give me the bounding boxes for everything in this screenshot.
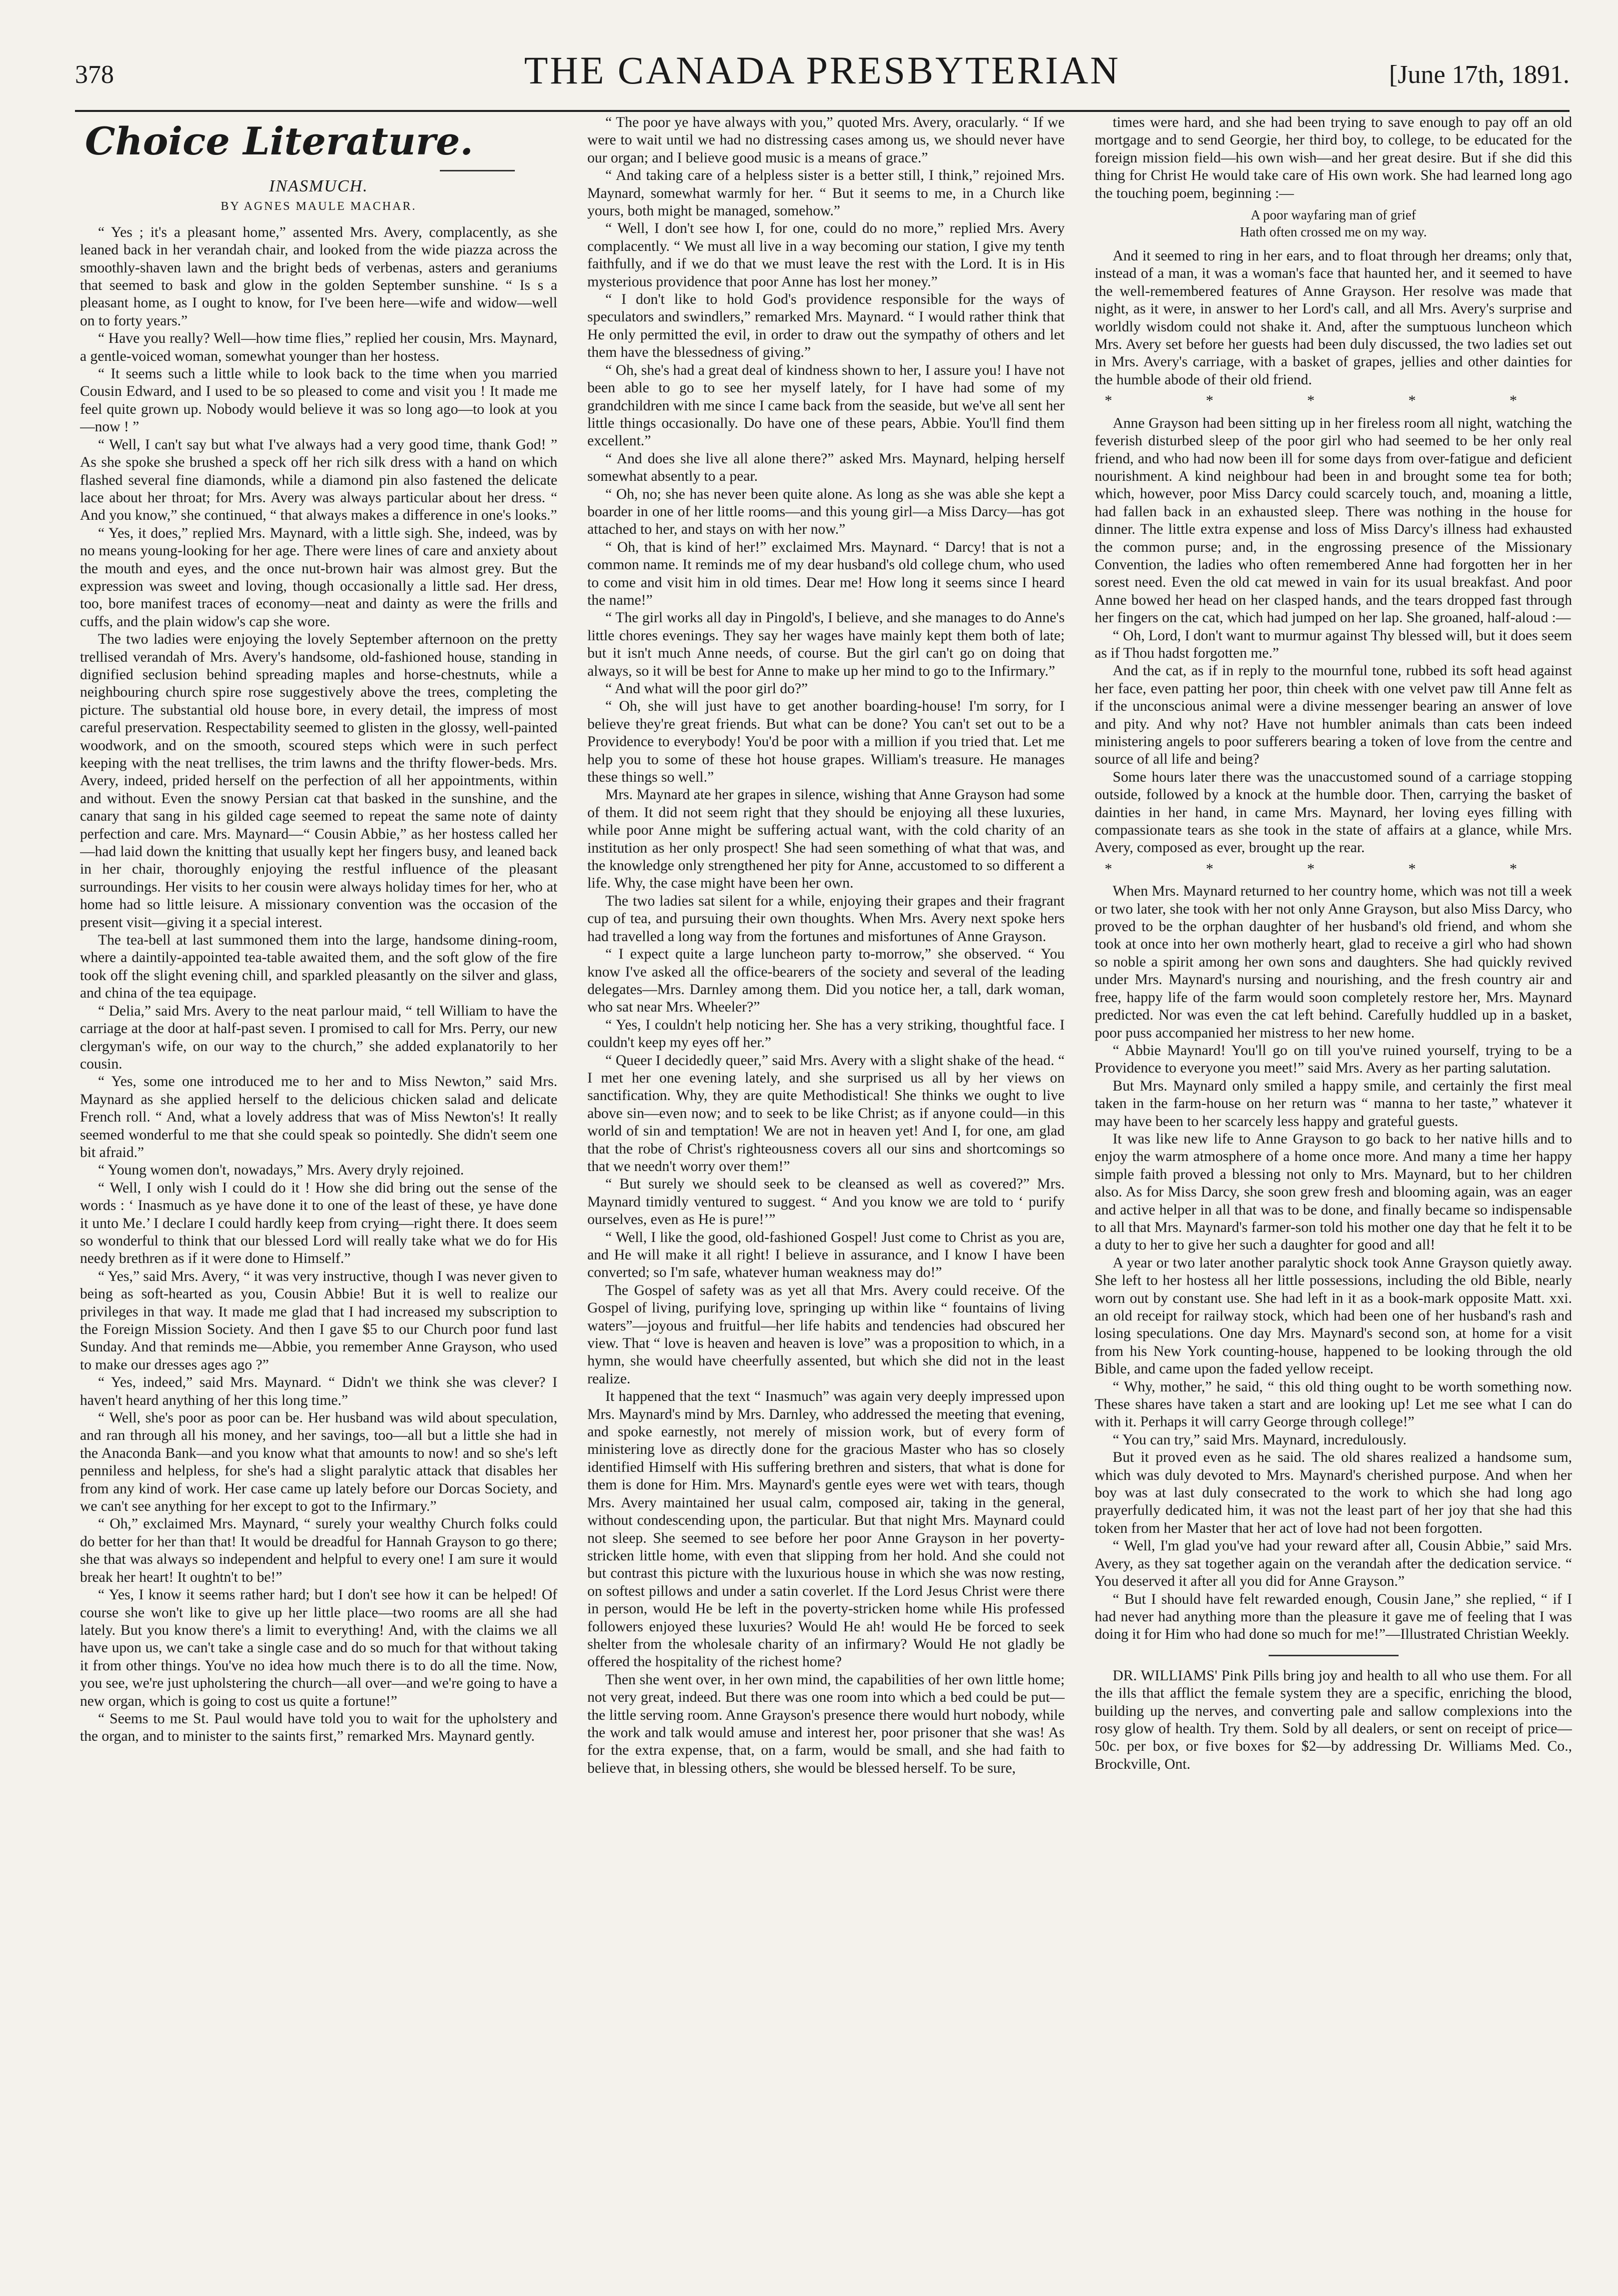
paragraph: Mrs. Maynard ate her grapes in silence, wishing that Anne Grayson had some of them. It did not seem right that they should be enjoying all these luxuries, while poor Anne might be suffering actual want, with the cold charity of an institution as her only prospect! She had seen something of what that was, and the knowledge only strengthened her pity for Anne, accustomed to so different a life. Why, the case might have been her own. <box>587 787 1065 892</box>
paragraph: The tea-bell at last summoned them into the large, handsome dining-room, where a daintily-appointed tea-table awaited them, and the soft glow of the fire took off the slight evening chill, and sparkled pleasantly on the silver and glass, and china of the tea equipage. <box>80 932 557 1002</box>
paragraph: “ Yes, I couldn't help noticing her. She has a very striking, thoughtful face. I couldn't keep my eyes off her.” <box>587 1017 1065 1051</box>
page-number: 378 <box>75 60 114 89</box>
paragraph: A year or two later another paralytic shock took Anne Grayson quietly away. She left to her hostess all her little possessions, including the old Bible, nearly worn out by constant use. She had left in it as a book-mark opposite Matt. xxi. an old receipt for railway stock, which had been one of her husband's rash and losing speculations. One day Mrs. Maynard's second son, at home for a visit from his New York counting-house, happened to be looking through the old Bible, and came upon the faded yellow receipt. <box>1095 1254 1572 1377</box>
paragraph: “ Well, she's poor as poor can be. Her husband was wild about speculation, and ran through all his money, and her savings, too—all but a little she had in the Anaconda Bank—and you know what that amounts to now! and so she's left penniless and helpless, for she's had a slight paralytic attack that disables her from any kind of work. Her case came up lately before our Dorcas Society, and we can't see anything for her except to got to the Infirmary.” <box>80 1410 557 1515</box>
paragraph: “ Yes ; it's a pleasant home,” assented Mrs. Avery, complacently, as she leaned back in her verandah chair, and looked from the wide piazza across the smoothly-shaven lawn and the bright beds of verbenas, asters and geraniums that seemed to bask and glow in the golden September sunshine. “ Is s a pleasant home, as I ought to know, for I've been here—wife and widow—well on to forty years.” <box>80 224 557 329</box>
paragraph: “ Well, I like the good, old-fashioned Gospel! Just come to Christ as you are, and He will make it all right! I believe in assurance, and I know I have been converted; so I'm safe, whatever human weakness may do!” <box>587 1229 1065 1281</box>
paragraph: “ I don't like to hold God's providence responsible for the ways of speculators and swindlers,” remarked Mrs. Maynard. “ I would rather think that He only permitted the evil, in order to draw out the sympathy of others and let them have the blessedness of giving.” <box>587 291 1065 361</box>
advert-body: Pink Pills bring joy and health to all who use them. For all the ills that afflict the female system they are a specific, enriching the blood, building up the nerves, and converting pale and sallow complexions into the rosy glow of health. Try them. Sold by all dealers, or sent on receipt of price—50c. per box, or five boxes for $2—by addressing Dr. Williams Med. Co., Brockville, Ont. <box>1095 1667 1572 1772</box>
paragraph: But Mrs. Maynard only smiled a happy smile, and certainly the first meal taken in the farm-house on her return was “ manna to her taste,” whatever it may have been to her scarcely less happy and grateful guests. <box>1095 1078 1572 1130</box>
paragraph: But it proved even as he said. The old shares realized a handsome sum, which was duly devoted to Mrs. Maynard's cherished purpose. And when her boy was at last duly consecrated to the work to which she had long ago prayerfully dedicated him, it was not the least part of her joy that she had this token from her Master that her act of love had not been forgotten. <box>1095 1449 1572 1536</box>
paragraph: “ And what will the poor girl do?” <box>605 681 808 697</box>
paragraph: “ It seems such a little while to look back to the time when you married Cousin Edward, and I used to be so pleased to come and visit you ! It made me feel quite grown up. Nobody would believe it was so long ago—to look at you—now ! ” <box>80 366 557 435</box>
paragraph: “ Yes, I know it seems rather hard; but I don't see how it can be helped! Of course she won't like to give up her little place—two rooms are all she had lately. But you know there's a limit to everything! And, with the claims we all have upon us, we can't take a single case and do so much for that without taking it from other things. You've no idea how much there is to do all the time. Now, you see, we're just upholstering the church—all over—and we're going to have a new organ, which is going to cost us quite a fortune!” <box>80 1587 557 1709</box>
paragraph: times were hard, and she had been trying to save enough to pay off an old mortgage and to send Georgie, her third boy, to college, to be educated for the foreign mission field—his own wish—and her great desire. But if she did this thing for Christ He would take care of His own work. She had learned long ago the touching poem, beginning :— <box>1095 114 1572 201</box>
paragraph: Then she went over, in her own mind, the capabilities of her own little home; not very great, indeed. But there was one room into which a bed could be put—the little serving room. Anne Grayson's presence there would hurt nobody, while the work and talk would amuse and interest her, poor prisoner that she was! As for the extra expense, that, on a farm, would be small, and she had faith to believe that, in blessing others, she would be blessed herself. To be sure, <box>587 1671 1065 1776</box>
section-break: * * * * * <box>1105 860 1562 877</box>
paragraph: “ Yes, indeed,” said Mrs. Maynard. “ Didn't we think she was clever? I haven't heard anything of her this long time.” <box>80 1374 557 1408</box>
paragraph: “ Oh, that is kind of her!” exclaimed Mrs. Maynard. “ Darcy! that is not a common name. It reminds me of my dear husband's old college chum, who used to come and visit him in old times. Dear me! How long it seems since I heard the name!” <box>587 539 1065 608</box>
paragraph: When Mrs. Maynard returned to her country home, which was not till a week or two later, she took with her not only Anne Grayson, but also Miss Darcy, who proved to be the orphan daughter of her husband's old friend, and whom she took at once into her own motherly heart, glad to receive a girl who had shown so noble a spirit among her own sons and daughters. She had quickly revived under Mrs. Maynard's nursing and nourishing, and the fresh country air and free, happy life of the farm would soon completely restore her, Mrs. Maynard predicted. Nor was even the cat left behind. Carefully huddled up in a basket, poor puss accompanied her mistress to her new home. <box>1095 883 1572 1041</box>
column-2 <box>587 114 1065 2278</box>
paragraph: It was like new life to Anne Grayson to go back to her native hills and to enjoy the warm atmosphere of a home once more. And many a time her happy simple faith proved a blessing not only to Mrs. Maynard, but to her children also. As for Miss Darcy, she soon grew fresh and blooming again, was an eager and active helper in all that was to be done, and finally became so indispensable to all that Mrs. Maynard's farmer-son told his mother one day that he felt it to be a duty to her to give her such a daughter for good and all! <box>1095 1131 1572 1253</box>
paragraph: The two ladies were enjoying the lovely September afternoon on the pretty trellised verandah of Mrs. Avery's handsome, old-fashioned house, standing in dignified seclusion behind spreading maples and horse-chestnuts, while a neighbouring church spire rose suggestively above the trees, completing the picture. The substantial old house bore, in every detail, the impress of most careful preservation. Respectability seemed to glisten in the glossy, well-painted woodwork, and on the smooth, scoured steps which were in such perfect keeping with the neat trellises, the trim lawns and the thrifty flower-beds. Mrs. Avery, indeed, prided herself on the perfection of all her appointments, within and without. Even the snowy Persian cat that basked in the sunshine, and the canary that sang in his gilded cage seemed to repeat the same note of dainty perfection and care. Mrs. Maynard—“ Cousin Abbie,” as her hostess called her—had laid down the knitting that usually kept her fingers busy, and leaned back in her chair, thoroughly enjoying the restful influence of the pleasant surroundings. Her visits to her cousin were always holiday times for her, who at home had so little leisure. A missionary convention was the occasion of the present visit—giving it a special interest. <box>80 631 557 931</box>
paragraph: It happened that the text “ Inasmuch” was again very deeply impressed upon Mrs. Maynard's mind by Mrs. Darnley, who addressed the meeting that evening, and spoke earnestly, not merely of mission work, but of every form of ministering love as directly done for the gracious Master who has so closely identified Himself with His suffering brethren and sisters, that what is done for them is done for Him. Mrs. Maynard's gentle eyes were wet with tears, though Mrs. Avery maintained her usual calm, composed air, taking in the general, without condescending upon, the particular. But that night Mrs. Maynard could not sleep. She seemed to see before her poor Anne Grayson in her poverty-stricken little home, with even that slipping from her hold. And she could not but contrast this picture with the luxurious house in which she was now resting, on softest pillows and under a satin coverlet. If the Lord Jesus Christ were there in person, would He be left in the poverty-stricken home while His professed followers enjoyed these luxuries? Would He ah! would He be forced to seek shelter from the wholesale charity of an infirmary? Would He not gladly be offered the hospitality of the richest home? <box>587 1388 1065 1670</box>
paragraph: “ Yes, it does,” replied Mrs. Maynard, with a little sigh. She, indeed, was by no means young-looking for her age. There were lines of care and anxiety about the mouth and eyes, and the once nut-brown hair was almost grey. But the expression was sweet and loving, though occasionally a little sad. Her dress, too, bore manifest traces of economy—neat and dainty as were the frills and cuffs, and the plain widow's cap she wore. <box>80 525 557 630</box>
poem-quote <box>1095 206 1572 240</box>
paragraph: “ And does she live all alone there?” asked Mrs. Maynard, helping herself somewhat absently to a pear. <box>587 450 1065 485</box>
paragraph: “ Oh, Lord, I don't want to murmur against Thy blessed will, but it does seem as if Thou hadst forgotten me.” <box>1095 627 1572 661</box>
paragraph: “ And taking care of a helpless sister is a better still, I think,” rejoined Mrs. Maynard, somewhat warmly for her. “ But it seems to me, in a Church like yours, both might be managed, somehow.” <box>587 167 1065 219</box>
paragraph: “ Well, I only wish I could do it ! How she did bring out the sense of the words : ‘ Inasmuch as ye have done it to one of the least of these, ye have done it unto Me.’ I declare I could hardly keep from crying—right there. It does seem so wonderful to think that our blessed Lord will really take what we do for His needy brethren as if it were done to Himself.” <box>80 1179 557 1267</box>
advert-lead: DR. WILLIAMS' <box>1113 1667 1218 1684</box>
column-1 <box>80 114 557 2278</box>
paragraph: “ Queer I decidedly queer,” said Mrs. Avery with a slight shake of the head. “ I met her one evening lately, and she surprised us all by her views on sanctification. Why, they are quite Methodistical! She thinks we ought to live above sin—even now; and to seek to be like Christ; as if anyone could—in this world of sin and temptation! We are not in heaven yet! And I, for one, am glad that the robe of Christ's righteousness covers all our sins and shortcomings so that we needn't worry over them!” <box>587 1052 1065 1174</box>
paragraph: “ Oh, she will just have to get another boarding-house! I'm sorry, for I believe they're great friends. But what can be done? You can't set out to be a Providence to everybody! You'd be poor with a million if you tried that. Let me help you to some of these hot house grapes. William's treasure. He manages these things so well.” <box>587 698 1065 786</box>
paragraph: “ Well, I don't see how I, for one, could do no more,” replied Mrs. Avery complacently. “ We must all live in a way becoming our station, I give my tenth faithfully, and if we do that we must leave the rest with the Lord. It is in His mysterious providence that poor Anne has lost her money.” <box>587 220 1065 290</box>
paragraph: “ Delia,” said Mrs. Avery to the neat parlour maid, “ tell William to have the carriage at the door at half-past seven. I promised to call for Mrs. Perry, our new clergyman's wife, on our way to the church,” she added explanatorily to her cousin. <box>80 1003 557 1072</box>
byline: BY AGNES MAULE MACHAR. <box>220 200 417 213</box>
paragraph: The Gospel of safety was as yet all that Mrs. Avery could receive. Of the Gospel of living, purifying love, springing up within like “ fountains of living waters”—joyous and fruitful—her life habits and tendencies had obscured her view. That “ love is heaven and heaven is love” was a proposition to which, in a hymn, she would have cheerfully assented, but which she did not in the least realize. <box>587 1282 1065 1387</box>
advertisement <box>1095 1667 1572 1773</box>
paragraph: The two ladies sat silent for a while, enjoying their grapes and their fragrant cup of tea, and pursuing their own thoughts. When Mrs. Avery next spoke hers had travelled a long way from the fortunes and misfortunes of Anne Grayson. <box>587 893 1065 945</box>
paragraph: “ Well, I'm glad you've had your reward after all, Cousin Abbie,” said Mrs. Avery, as they sat together again on the verandah after the dedication service. “ You deserved it after all you did for Anne Grayson.” <box>1095 1538 1572 1590</box>
paragraph: “ Oh, no; she has never been quite alone. As long as she was able she kept a boarder in one of her little rooms—and this young girl—a Miss Darcy—has got attached to her, and stays on with her now.” <box>587 486 1065 538</box>
paragraph: “ Well, I can't say but what I've always had a very good time, thank God! ” As she spoke she brushed a speck off her rich silk dress with a hand on which flashed several fine diamonds, while a diamond pin also fastened the delicate lace about her throat; for Mrs. Avery was always particular about her dress. “ And you know,” she continued, “ that always makes a difference in one's looks.” <box>80 436 557 524</box>
paragraph: “ Oh, she's had a great deal of kindness shown to her, I assure you! I have not been able to go to see her myself lately, for I have had some of my grandchildren with me since I came back from the seaside, but we've all sent her little things occasionally. Do have one of these pears, Abbie. You'll find them excellent.” <box>587 362 1065 449</box>
paragraph: “ The poor ye have always with you,” quoted Mrs. Avery, oracularly. “ If we were to wait until we had no distressing cases among us, we should never have our organ; and I believe good music is a means of grace.” <box>587 114 1065 166</box>
paragraph: “ Yes,” said Mrs. Avery, “ it was very instructive, though I was never given to being as soft-hearted as you, Cousin Abbie! But it is well to realize our privileges in that way. It made me glad that I had increased my subscription to the Foreign Mission Society. And then I gave $5 to our Church poor fund last Sunday. And that reminds me—Abbie, you remember Anne Grayson, who used to make our dresses ages ago ?” <box>80 1268 557 1373</box>
section-title: Choice Literature. <box>85 119 473 163</box>
paragraph: “ Why, mother,” he said, “ this old thing ought to be worth something now. These shares have taken a start and are looking up! Let me see what I can do with it. Perhaps it will carry George through college!” <box>1095 1378 1572 1430</box>
paragraph: “ But I should have felt rewarded enough, Cousin Jane,” she replied, “ if I had never had anything more than the pleasure it gave me of feeling that I was doing it for Him who had done so much for me!”—Illustrated Christian Weekly. <box>1095 1591 1572 1643</box>
advert-divider <box>1269 1655 1399 1656</box>
paragraph: “ The girl works all day in Pingold's, I believe, and she manages to do Anne's little chores evenings. They say her wages have mainly kept them both of late; but it isn't much Anne needs, of course. But the girl can't go on doing that always, so it will be best for Anne to make up her mind to go to the Infirmary.” <box>587 610 1065 679</box>
poem-line: A poor wayfaring man of grief <box>1251 207 1416 223</box>
paragraph: Anne Grayson had been sitting up in her fireless room all night, watching the feverish disturbed sleep of the poor girl who had seemed to be her only real friend, and who had now been ill for some days from over-fatigue and deficient nourishment. A kind neighbour had been in and brought some tea for both; which, however, poor Miss Darcy could scarcely touch, and, moaning a little, had fallen back in an exhausted sleep. There was nothing in the house for dinner. The little extra expense and loss of Miss Darcy's illness had exhausted the common purse; and, in the engrossing presence of the Missionary Convention, the ladies who often remembered Anne had forgotten her in her sorest need. Even the old cat mewed in vain for its usual breakfast. And poor Anne bowed her head on her clasped hands, and the tears dropped fast through her fingers on the cat, which had jumped on her lap. She groaned, half-aloud :— <box>1095 415 1572 626</box>
column-3 <box>1095 114 1572 2278</box>
masthead: THE CANADA PRESBYTERIAN <box>524 48 1121 92</box>
page-header <box>75 35 1570 112</box>
paragraph: “ Young women don't, nowadays,” Mrs. Avery dryly rejoined. <box>98 1162 464 1178</box>
section-break: * * * * * <box>1105 392 1562 409</box>
paragraph: And it seemed to ring in her ears, and to float through her dreams; only that, instead of a man, it was a woman's face that haunted her, and it seemed to have the well-remembered features of Anne Grayson. Her resolve was made that night, as it were, in answer to her Lord's call, and all Mrs. Avery's surprise and worldly wisdom could not shake it. And, after the sumptuous luncheon which Mrs. Avery set before her guests had been duly discussed, the two ladies set out in Mrs. Avery's carriage, with a basket of grapes, jellies and other dainties for the humble abode of their old friend. <box>1095 248 1572 388</box>
title-rule <box>440 170 515 171</box>
column-1-body <box>80 224 557 1746</box>
paragraph: “ But surely we should seek to be cleansed as well as covered?” Mrs. Maynard timidly ventured to suggest. “ And you know we are told to ‘ purify ourselves, even as He is pure!’” <box>587 1176 1065 1228</box>
paragraph: “ Oh,” exclaimed Mrs. Maynard, “ surely your wealthy Church folks could do better for her than that! It would be dreadful for Hannah Grayson to go there; she that was always so independent and helpful to every one! I am sure it would break her heart! It oughtn't to be!” <box>80 1516 557 1585</box>
paragraph: “ Have you really? Well—how time flies,” replied her cousin, Mrs. Maynard, a gentle-voiced woman, somewhat younger than her hostess. <box>80 330 557 364</box>
story-title: INASMUCH. <box>269 177 368 195</box>
paragraph: “ Abbie Maynard! You'll go on till you've ruined yourself, trying to be a Providence to everyone you meet!” said Mrs. Avery as her parting salutation. <box>1095 1042 1572 1077</box>
paragraph: Some hours later there was the unaccustomed sound of a carriage stopping outside, followed by a knock at the humble door. Then, carrying the basket of dainties in her hand, in came Mrs. Maynard, her loving eyes filling with compassionate tears as she took in the state of affairs at a glance, while Mrs. Avery, composed as ever, brought up the rear. <box>1095 769 1572 856</box>
paragraph: “ Seems to me St. Paul would have told you to wait for the upholstery and the organ, and to minister to the saints first,” remarked Mrs. Maynard gently. <box>80 1710 557 1745</box>
paragraph: And the cat, as if in reply to the mournful tone, rubbed its soft head against her face, even patting her poor, thin cheek with one velvet paw till Anne felt as if the unconscious animal were a divine messenger bearing an answer of love and pity. And why not? Have not humbler animals than cats been indeed ministering angels to poor sufferers bearing a token of love from the centre and source of all life and being? <box>1095 663 1572 768</box>
poem-line: Hath often crossed me on my way. <box>1240 224 1427 240</box>
paragraph: “ You can try,” said Mrs. Maynard, incredulously. <box>1113 1431 1407 1448</box>
issue-date: [June 17th, 1891. <box>1389 60 1570 89</box>
paragraph: “ I expect quite a large luncheon party to-morrow,” she observed. “ You know I've asked all the office-bearers of the society and several of the leading delegates—Mrs. Darnley among them. Did you notice her, a tall, dark woman, who sat near Mrs. Wheeler?” <box>587 946 1065 1016</box>
paragraph: “ Yes, some one introduced me to her and to Miss Newton,” said Mrs. Maynard as she applied herself to the delicious chicken salad and delicate French roll. “ And, what a lovely address that was of Miss Newton's! It really seemed wonderful to me that she could speak so pointedly. She didn't seem one bit afraid.” <box>80 1074 557 1160</box>
